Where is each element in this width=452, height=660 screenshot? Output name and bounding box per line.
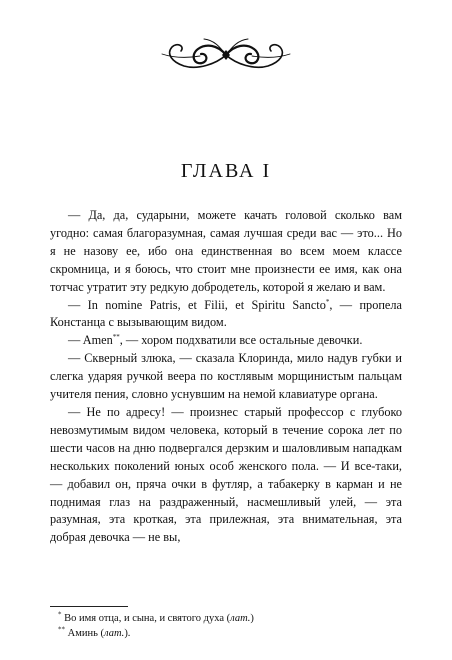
paragraph-text: — Не по адресу! — произнес старый профессор с глубоко невозмутимым видом человека, который в течение сорока лет по шести часов на дню подвергался дерзким и шаловливым нападкам нескольких поколений юных особ женского пола. — И все-таки, — добавил он, пряча очки в футляр, а табакерку в карман и не поднимая глаз на раздраженный, насмешливый улей, — эта разумная, эта кроткая, эта прилежная, эта внимательная, эта добрая девочка — не вы, xyxy=(50,404,402,545)
footnote-separator xyxy=(50,606,128,607)
paragraph-text: — Amen xyxy=(68,333,113,348)
paragraph-text: — Да, да, сударыни, можете качать головой сколько вам угодно: самая благоразумная, самая лучшая среди вас — это... Но я не назову ее, ибо она единственная во всем моем классе скромница, и я боюсь, что стоит мне произнести ее имя, как она тотчас утратит эту редкую добродетель, которой я желаю и вам. xyxy=(50,208,402,294)
paragraph-text: — Скверный злюка, — сказала Клоринда, мило надув губки и слегка ударяя ручкой веера по костлявым морщинистым пальцам учителя пения, словно уснувшим на немой клавиатуре органа. xyxy=(50,351,402,402)
footnotes xyxy=(50,611,402,641)
flourish-ornament xyxy=(160,34,292,76)
paragraph xyxy=(50,207,402,297)
paragraph xyxy=(50,404,402,547)
paragraph-text: , — хором подхватили все остальные девочки. xyxy=(119,333,363,348)
footnote-mark: * xyxy=(58,610,62,619)
paragraph-text: , — пропела Констанца с вызывающим видом. xyxy=(50,297,402,330)
paragraph-text: — In nomine Patris, et Filii, et Spiritu Sancto xyxy=(68,297,326,312)
footnote-text: Аминь ( xyxy=(65,628,105,639)
footnote xyxy=(50,611,402,626)
footnote-close: ) xyxy=(250,613,254,624)
footnote-language: лат. xyxy=(230,613,251,624)
paragraph xyxy=(50,350,402,404)
paragraph xyxy=(50,332,402,350)
footnote-marker: * xyxy=(325,297,330,306)
footnote-language: лат. xyxy=(104,628,125,639)
footnote-mark: ** xyxy=(58,625,65,634)
chapter-title: ГЛАВА I xyxy=(180,160,272,182)
footnote xyxy=(50,626,402,641)
footnote-marker: ** xyxy=(112,333,120,342)
paragraph xyxy=(50,297,402,333)
main-text xyxy=(50,207,402,547)
footnote-close: ). xyxy=(124,628,131,639)
footnote-text: Во имя отца, и сына, и святого духа ( xyxy=(61,613,231,624)
